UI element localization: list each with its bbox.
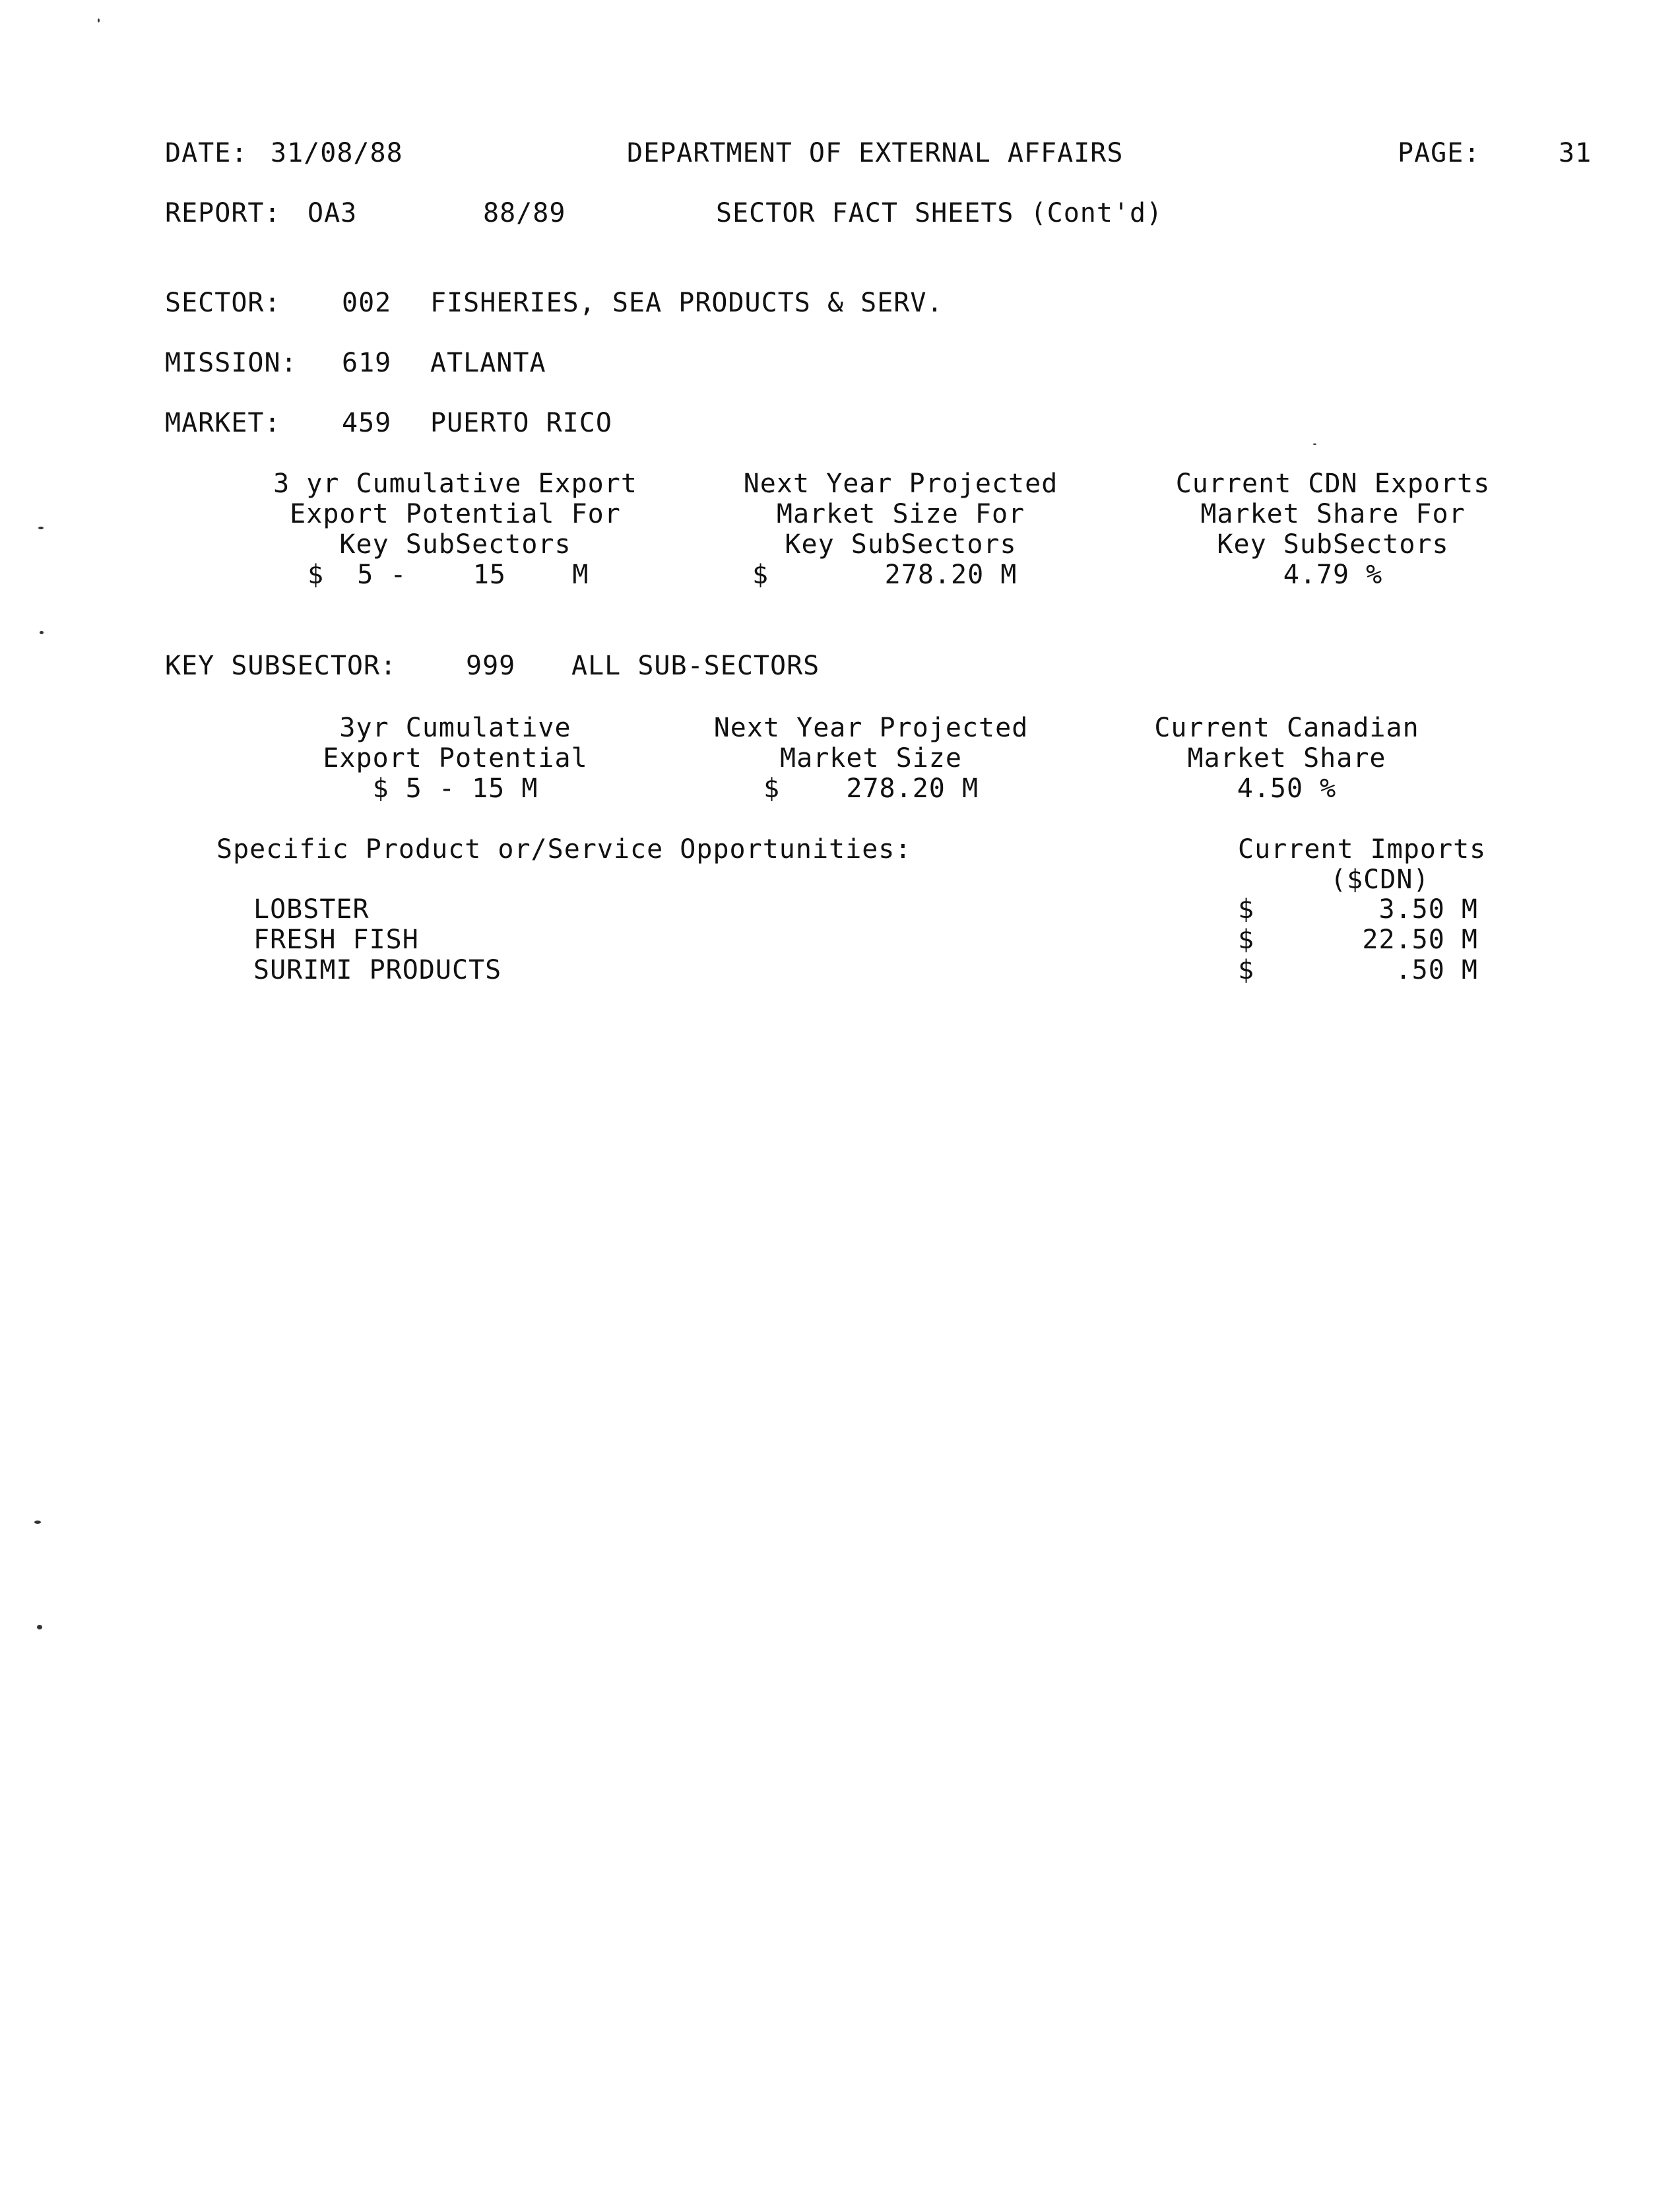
date-label: DATE: <box>165 138 248 168</box>
scan-speck <box>1313 443 1316 445</box>
list-item-name: LOBSTER <box>253 894 370 925</box>
mission-label: MISSION: <box>165 348 298 378</box>
list-item-name: FRESH FISH <box>253 925 419 955</box>
scan-speck <box>98 18 100 22</box>
sector-label: SECTOR: <box>165 288 281 318</box>
sector-col2-line3: Key SubSectors <box>785 529 1017 560</box>
subsector-col2-value: $ 278.20 M <box>763 773 979 804</box>
key-subsector-label: KEY SUBSECTOR: <box>165 651 397 681</box>
list-item-currency: $ <box>1238 955 1255 985</box>
list-item-amount: 3.50 M <box>1378 894 1478 925</box>
page-label: PAGE: <box>1398 138 1481 168</box>
sector-col1-line2: Export Potential For <box>290 499 621 529</box>
mission-name: ATLANTA <box>430 348 546 378</box>
key-subsector-code: 999 <box>466 651 516 681</box>
subsector-col3-line1: Current Canadian <box>1154 713 1419 743</box>
sector-col2-line1: Next Year Projected <box>743 469 1058 499</box>
page-number: 31 <box>1559 138 1592 168</box>
sector-col1-line3: Key SubSectors <box>339 529 571 560</box>
sector-col3-line2: Market Share For <box>1200 499 1466 529</box>
key-subsector-name: ALL SUB-SECTORS <box>571 651 820 681</box>
sector-col1-value: $ 5 - 15 M <box>307 560 589 590</box>
sector-col2-value: $ 278.20 M <box>752 560 1018 590</box>
date-value: 31/08/88 <box>271 138 403 168</box>
scan-speck <box>34 1521 41 1524</box>
sector-col3-value: 4.79 % <box>1283 560 1383 590</box>
opportunities-heading: Specific Product or/Service Opportunities: <box>216 834 912 865</box>
report-code: OA3 <box>307 198 358 228</box>
subsector-col3-value: 4.50 % <box>1237 773 1337 804</box>
subsector-col1-value: $ 5 - 15 M <box>372 773 538 804</box>
mission-code: 619 <box>342 348 392 378</box>
sector-code: 002 <box>342 288 392 318</box>
sector-col3-line3: Key SubSectors <box>1217 529 1449 560</box>
subsector-col1-line1: 3yr Cumulative <box>339 713 571 743</box>
list-item-currency: $ <box>1238 925 1255 955</box>
imports-heading: Current Imports <box>1238 834 1487 865</box>
list-item-name: SURIMI PRODUCTS <box>253 955 502 985</box>
market-name: PUERTO RICO <box>430 408 612 438</box>
subsector-col2-line2: Market Size <box>780 743 962 773</box>
sector-name: FISHERIES, SEA PRODUCTS & SERV. <box>430 288 944 318</box>
report-title: SECTOR FACT SHEETS (Cont'd) <box>716 198 1163 228</box>
fiscal-year: 88/89 <box>483 198 566 228</box>
subsector-col1-line2: Export Potential <box>323 743 588 773</box>
subsector-col3-line2: Market Share <box>1187 743 1386 773</box>
sector-col1-line1: 3 yr Cumulative Export <box>273 469 637 499</box>
sector-col3-line1: Current CDN Exports <box>1175 469 1491 499</box>
market-label: MARKET: <box>165 408 281 438</box>
imports-unit: ($CDN) <box>1330 865 1430 895</box>
list-item-amount: .50 M <box>1395 955 1478 985</box>
scan-speck <box>38 527 44 529</box>
subsector-col2-line1: Next Year Projected <box>713 713 1029 743</box>
market-code: 459 <box>342 408 392 438</box>
list-item-currency: $ <box>1238 894 1255 925</box>
list-item-amount: 22.50 M <box>1362 925 1478 955</box>
department-title: DEPARTMENT OF EXTERNAL AFFAIRS <box>627 138 1124 168</box>
scan-speck <box>37 1625 42 1629</box>
report-label: REPORT: <box>165 198 281 228</box>
sector-col2-line2: Market Size For <box>776 499 1025 529</box>
scan-speck <box>40 631 44 634</box>
